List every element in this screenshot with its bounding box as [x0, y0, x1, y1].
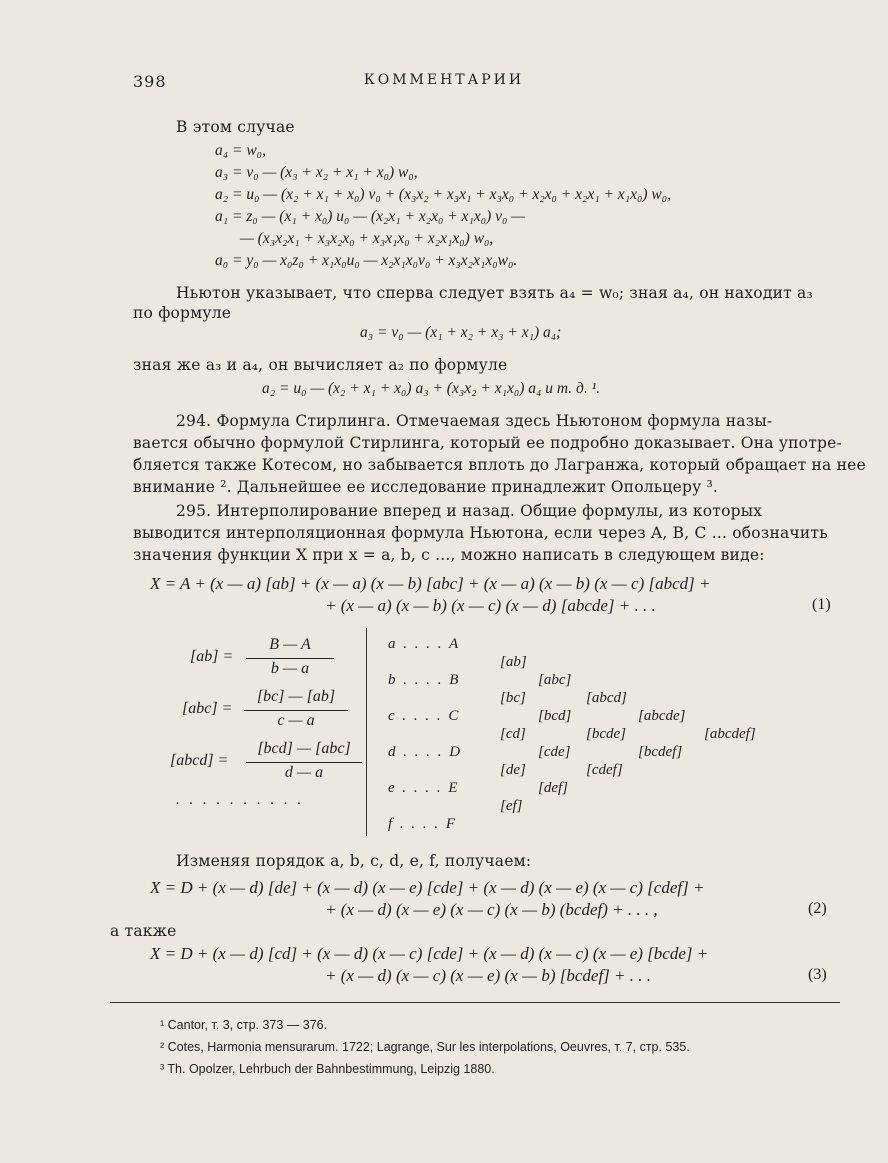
table-row-a: a . . . . A	[388, 636, 459, 652]
table-col1-2: [cd]	[500, 726, 526, 742]
table-col4-1: [bcdef]	[638, 744, 683, 760]
table-row-b: b . . . . B	[388, 672, 459, 688]
section-294-line-3: бляется также Котесом, но забывается вплоть до Лагранжа, который обращает на нее	[133, 456, 866, 474]
table-col1-1: [bc]	[500, 690, 526, 706]
table-col1-3: [de]	[500, 762, 526, 778]
formula-a2: a₂ = u₀ — (x₂ + x₁ + x₀) a₃ + (x₃x₂ + x₁x₀) a₄ и т. д. ¹.	[262, 380, 601, 397]
section-295-line-1: 295. Интерполирование вперед и назад. Общие формулы, из которых	[176, 502, 763, 520]
newton-text-2: по формуле	[133, 304, 232, 322]
book-page: 398 КОММЕНТАРИИ В этом случае a₄ = w₀, a₃ = v₀ — (x₃ + x₂ + x₁ + x₀) w₀, a₂ = u₀ — (x₂ + x₁ + x₀) v₀ + (x₃x₂ + x₃x₁ + x₃x₀ + x₂x₀ + x₂x₁ + x₁x₀) w₀, a₁ = z₀ — (x₁ + x₀) u₀ — (x₂x₁ + x₂x₀ + x₁x₀) v₀ — — (x₃x₂x₁ + x₃x₂x₀ + x₃x₁x₀ + x₂x₁x₀) w₀, a₀ = y₀ — x₀z₀ + x₁x₀u₀ — x₂x₁x₀v₀ + x₃x₂x₁x₀w₀. Ньютон указывает, что сперва следует взять a₄ = w₀; зная a₄, он находит a₃ по формуле a₃ = v₀ — (x₁ + x₂ + x₃ + x₁) a₄; зная же a₃ и a₄, он вычисляет a₂ по формуле a₂ = u₀ — (x₂ + x₁ + x₀) a₃ + (x₃x₂ + x₁x₀) a₄ и т. д. ¹. 294. Формула Стирлинга. Отмечаемая здесь Ньютоном формула назы- вается обычно формулой Стирлинга, который ее подробно доказывает. Она употре- бляется также Котесом, но забывается вплоть до Лагранжа, который обращает на нее внимание ². Дальнейшее ее исследование принадлежит Опольцеру ³. 295. Интерполирование вперед и назад. Общие формулы, из которых выводится интерполяционная формула Ньютона, если через A, B, C ... обозначить значения функции X при x = a, b, c ..., можно написать в следующем виде: X = A + (x — a) [ab] + (x — a) (x — b) [abc] + (x — a) (x — b) (x — c) [abcd] + + (x — a) (x — b) (x — c) (x — d) [abcde] + . . . (1) B — A b — a [ab] = [bc] — [ab] c — a [abc] = [bcd] — [abc] d — a [abcd] = . . . . . . . . . . a . . . . A b . . . . B c . . . . C d . . . . D e . . . . E f . . . . F [ab] [bc] [cd] [de] [ef] [abc] [bcd] [cde] [def] [abcd] [bcde] [cdef] [abcde] [bcdef] [abcdef] Изменяя порядок a, b, c, d, e, f, получаем: X = D + (x — d) [de] + (x — d) (x — e) [cde] + (x — d) (x — e) (x — c) [cdef] + + (x — d) (x — e) (x — c) (x — b) (bcdef) + . . . , (2) а также X = D + (x — d) [cd] + (x — d) (x — c) [cde] + (x — d) (x — c) (x — e) [bcde] + + (x — d) (x — c) (x — e) (x — b) [bcdef] + . . . (3) ¹ Cantor, т. 3, стр. 373 — 376. ² Cotes, Harmonia mensurarum. 1722; Lagrange, Sur les interpolations, Oeuvres, т. 7, стр. 535. ³ Th. Opolzer, Lehrbuch der Bahnbestimmung, Leipzig 1880.	[0, 0, 888, 1163]
table-col4-0: [abcde]	[638, 708, 686, 724]
case-eq-6: a₀ = y₀ — x₀z₀ + x₁x₀u₀ — x₂x₁x₀v₀ + x₃x₂x₁x₀w₀.	[215, 252, 518, 269]
knowing-text: зная же a₃ и a₄, он вычисляет a₂ по формуле	[133, 356, 508, 374]
section-295-line-3: значения функции X при x = a, b, c ..., можно написать в следующем виде:	[133, 546, 765, 564]
eq1-number: (1)	[812, 596, 831, 613]
eq3-line-2: + (x — d) (x — c) (x — e) (x — b) [bcdef] + . . .	[325, 966, 652, 985]
eq2-line-1: X = D + (x — d) [de] + (x — d) (x — e) [cde] + (x — d) (x — e) (x — c) [cdef] +	[150, 878, 705, 897]
table-row-d: d . . . . D	[388, 744, 461, 760]
table-row-c: c . . . . C	[388, 708, 459, 724]
newton-text-1: Ньютон указывает, что сперва следует взять a₄ = w₀; зная a₄, он находит a₃	[176, 284, 813, 302]
eq3-number: (3)	[808, 966, 827, 983]
footnote-rule	[110, 1002, 840, 1003]
table-col2-2: [cde]	[538, 744, 571, 760]
case-eq-2: a₃ = v₀ — (x₃ + x₂ + x₁ + x₀) w₀,	[215, 164, 418, 181]
table-col1-4: [ef]	[500, 798, 523, 814]
case-eq-5: — (x₃x₂x₁ + x₃x₂x₀ + x₃x₁x₀ + x₂x₁x₀) w₀,	[240, 230, 494, 247]
footnote-1: ¹ Cantor, т. 3, стр. 373 — 376.	[160, 1018, 328, 1032]
table-col3-2: [cdef]	[586, 762, 623, 778]
case-eq-1: a₄ = w₀,	[215, 142, 266, 159]
eq3-line-1: X = D + (x — d) [cd] + (x — d) (x — c) [cde] + (x — d) (x — c) (x — e) [bcde] +	[150, 944, 709, 963]
table-col3-0: [abcd]	[586, 690, 627, 706]
running-title: КОММЕНТАРИИ	[363, 72, 525, 88]
eq2-number: (2)	[808, 900, 827, 917]
table-col1-0: [ab]	[500, 654, 527, 670]
table-col2-3: [def]	[538, 780, 568, 796]
table-divider	[366, 628, 367, 836]
formula-a3: a₃ = v₀ — (x₁ + x₂ + x₃ + x₁) a₄;	[360, 324, 562, 341]
eq1-line-2: + (x — a) (x — b) (x — c) (x — d) [abcde] + . . .	[325, 596, 656, 615]
page-number: 398	[133, 72, 167, 91]
footnote-3: ³ Th. Opolzer, Lehrbuch der Bahnbestimmung, Leipzig 1880.	[160, 1062, 495, 1076]
eq2-line-2: + (x — d) (x — e) (x — c) (x — b) (bcdef) + . . . ,	[325, 900, 658, 919]
intro-case: В этом случае	[176, 118, 295, 136]
section-295-line-2: выводится интерполяционная формула Ньютона, если через A, B, C ... обозначить	[133, 524, 828, 542]
section-294-line-4: внимание ². Дальнейшее ее исследование принадлежит Опольцеру ³.	[133, 478, 719, 496]
case-eq-3: a₂ = u₀ — (x₂ + x₁ + x₀) v₀ + (x₃x₂ + x₃x₁ + x₃x₀ + x₂x₀ + x₂x₁ + x₁x₀) w₀,	[215, 186, 671, 203]
table-row-e: e . . . . E	[388, 780, 458, 796]
section-294-line-2: вается обычно формулой Стирлинга, который ее подробно доказывает. Она употре-	[133, 434, 842, 452]
change-order-text: Изменяя порядок a, b, c, d, e, f, получаем:	[176, 852, 532, 870]
table-col3-1: [bcde]	[586, 726, 626, 742]
table-col5-0: [abcdef]	[704, 726, 756, 742]
table-row-f: f . . . . F	[388, 816, 456, 832]
also-text: а также	[110, 922, 177, 940]
footnote-2: ² Cotes, Harmonia mensurarum. 1722; Lagrange, Sur les interpolations, Oeuvres, т. 7, стр. 535.	[160, 1040, 690, 1054]
section-294-line-1: 294. Формула Стирлинга. Отмечаемая здесь Ньютоном формула назы-	[176, 412, 773, 430]
table-col2-0: [abc]	[538, 672, 572, 688]
definitions-dots: . . . . . . . . . .	[176, 792, 305, 808]
eq1-line-1: X = A + (x — a) [ab] + (x — a) (x — b) [abc] + (x — a) (x — b) (x — c) [abcd] +	[150, 574, 711, 593]
case-eq-4: a₁ = z₀ — (x₁ + x₀) u₀ — (x₂x₁ + x₂x₀ + x₁x₀) v₀ —	[215, 208, 526, 225]
table-col2-1: [bcd]	[538, 708, 572, 724]
